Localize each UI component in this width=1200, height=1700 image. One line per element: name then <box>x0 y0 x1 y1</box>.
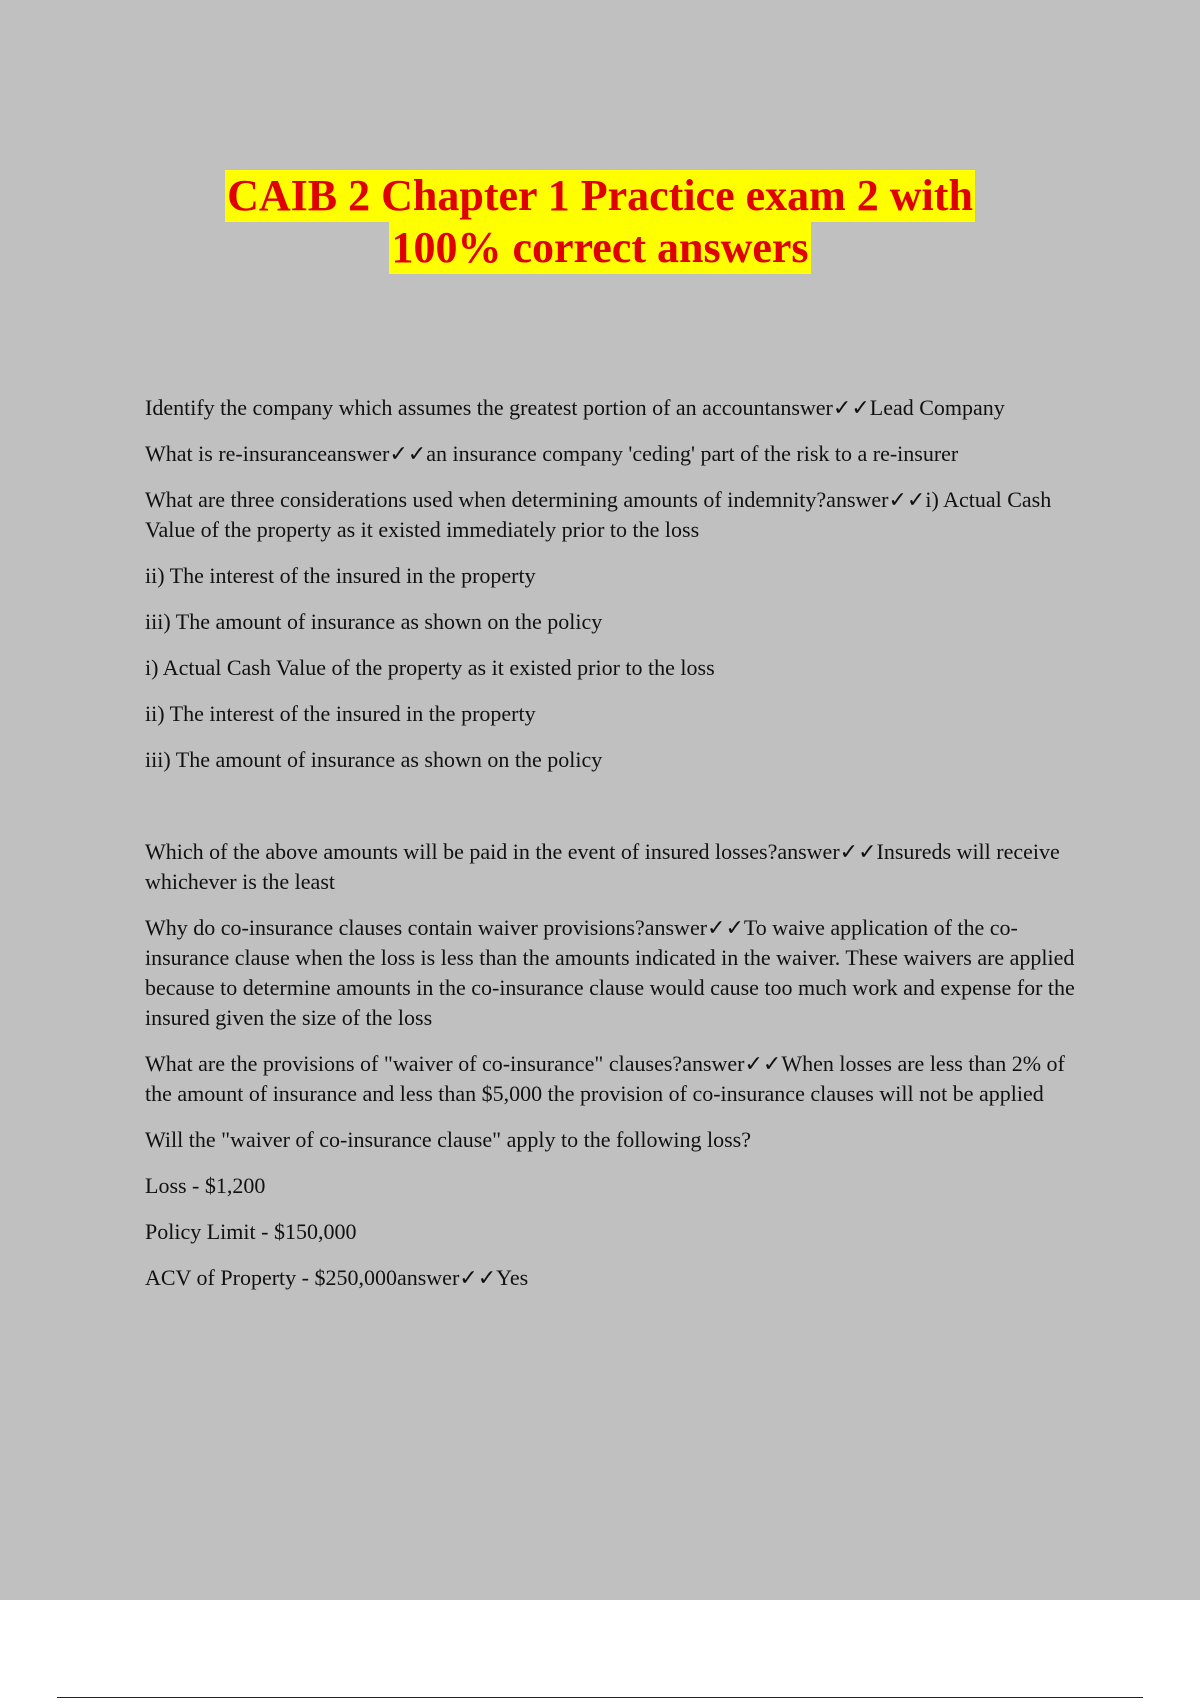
paragraph: Identify the company which assumes the greatest portion of an accountanswer✓✓Lead Company <box>145 395 1005 420</box>
paragraph: What are three considerations used when determining amounts of indemnity?answer✓✓i) Actual Cash Value of the property as it existed immediately prior to the loss <box>145 487 1052 542</box>
paragraph: ACV of Property - $250,000answer✓✓Yes <box>145 1265 529 1290</box>
paragraph: What is re-insuranceanswer✓✓an insurance company 'ceding' part of the risk to a re-insurer <box>145 441 959 466</box>
title-line-1: CAIB 2 Chapter 1 Practice exam 2 with <box>227 171 973 220</box>
paragraph: iii) The amount of insurance as shown on the policy <box>145 609 603 634</box>
paragraph: What are the provisions of "waiver of co-insurance" clauses?answer✓✓When losses are less than 2% of the amount of insurance and less than $5,000 the provision of co-insurance clauses will not be applied <box>145 1051 1065 1106</box>
document-body <box>145 393 1095 1309</box>
paragraph: Policy Limit - $150,000 <box>145 1219 357 1244</box>
document-title <box>0 170 1200 274</box>
paragraph: ii) The interest of the insured in the property <box>145 563 536 588</box>
footer-divider <box>57 1697 1143 1698</box>
paragraph: Which of the above amounts will be paid in the event of insured losses?answer✓✓Insureds will receive whichever is the least <box>145 839 1060 894</box>
paragraph: i) Actual Cash Value of the property as it existed prior to the loss <box>145 655 715 680</box>
paragraph: iii) The amount of insurance as shown on the policy <box>145 747 603 772</box>
paragraph: Will the "waiver of co-insurance clause" apply to the following loss? <box>145 1127 752 1152</box>
paragraph: ii) The interest of the insured in the property <box>145 701 536 726</box>
paragraph: Loss - $1,200 <box>145 1173 266 1198</box>
paragraph: Why do co-insurance clauses contain waiver provisions?answer✓✓To waive application of the co-insurance clause when the loss is less than the amounts indicated in the waiver. These waivers are applied because to determine amounts in the co-insurance clause would cause too much work and expense for the insured given the size of the loss <box>145 915 1075 1030</box>
title-line-2: 100% correct answers <box>391 223 809 272</box>
